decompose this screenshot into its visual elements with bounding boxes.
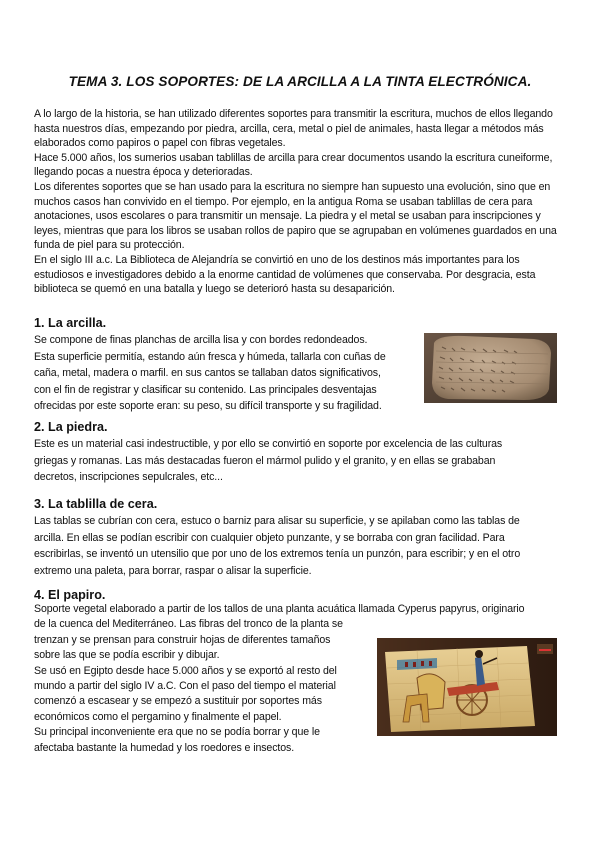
text-line: ofrecidas por este soporte eran: su peso, su difícil transporte y su fragilidad. bbox=[34, 400, 382, 412]
heading-cera: 3. La tablilla de cera. bbox=[34, 497, 158, 511]
text-line: Se usó en Egipto desde hace 5.000 años y se exportó al resto del bbox=[34, 664, 337, 677]
text-line: extremo una paleta, para borrar, raspar o alisar la superficie. bbox=[34, 564, 312, 577]
papyrus-image bbox=[377, 638, 557, 736]
clay-tablet-image bbox=[424, 333, 557, 403]
text-line: trenzan y se prensan para construir hojas de diferentes tamaños bbox=[34, 633, 331, 646]
text-line: comenzó a escasear y se empezó a sustituir por soportes más bbox=[34, 695, 322, 708]
text-line: Se compone de finas planchas de arcilla lisa y con bordes redondeados. bbox=[34, 334, 368, 346]
text-line: arcilla. En ellas se podían escribir con cualquier objeto punzante, y se borraba con gran facilidad. Para bbox=[34, 531, 505, 544]
text-line: Las tablas se cubrían con cera, estuco o barniz para alisar su superficie, y se apilaban como las tablas de bbox=[34, 515, 520, 527]
heading-piedra: 2. La piedra. bbox=[34, 420, 108, 434]
intro-paragraph-3: Los diferentes soportes que se han usado para la escritura no siempre han supuesto una evolución, sino que en muchos casos han convivido en el tiempo. Por ejemplo, en la antigua Roma se usaban tablillas de cera para anotaciones, usos escolares o para transmitir un mensaje. La piedra y el metal se usaban para inscripciones y leyes, mientras que para los libros se usaban rollos de papiro que se agrupaban en volúmenes guardados en una funda de piel para su protección. bbox=[34, 180, 557, 252]
text-line: caña, metal, madera o marfil. en sus cantos se tallaban datos significativos, bbox=[34, 367, 381, 379]
text-line: escribirlas, se inventó un utensilio que por uno de los extremos tenía un punzón, para escribir; y en el otro bbox=[34, 548, 521, 560]
heading-arcilla: 1. La arcilla. bbox=[34, 316, 107, 330]
text-line: Este es un material casi indestructible, y por ello se convirtió en soporte por excelencia de las culturas bbox=[34, 438, 503, 450]
text-line: Su principal inconveniente era que no se podía borrar y que le bbox=[34, 726, 320, 739]
text-line: con el fin de registrar y clasificar su contenido. Las principales desventajas bbox=[34, 383, 377, 396]
section-cera-text bbox=[34, 513, 574, 579]
intro-paragraph-4: En el siglo III a.c. La Biblioteca de Alejandría se convirtió en uno de los destinos más importantes para los estudiosos e investigadores debido a la enorme cantidad de volúmenes que conservaba. Por desgracia, esta biblioteca se quemó en una batalla y luego se deterioró hasta su desaparición. bbox=[34, 253, 536, 296]
text-line: Esta superficie permitía, estando aún fresca y húmeda, tallarla con cuñas de bbox=[34, 350, 386, 363]
text-line: Soporte vegetal elaborado a partir de los tallos de una planta acuática llamada Cyperus papyrus, originario bbox=[34, 603, 525, 615]
text-line: económicos como el pergamino y finalmente el papel. bbox=[34, 710, 282, 723]
section-piedra-text bbox=[34, 436, 574, 486]
text-line: de la cuenca del Mediterráneo. Las fibras del tronco de la planta se bbox=[34, 618, 343, 631]
section-arcilla-text bbox=[34, 332, 414, 415]
intro-text bbox=[34, 107, 566, 297]
intro-paragraph-2: Hace 5.000 años, los sumerios usaban tablillas de arcilla para crear documentos usando la escritura cuneiforme, llegando pocas a nuestra época y deterioradas. bbox=[34, 151, 553, 179]
text-line: sobre las que se podía escribir y dibujar. bbox=[34, 649, 220, 662]
page-title: TEMA 3. LOS SOPORTES: DE LA ARCILLA A LA TINTA ELECTRÓNICA. bbox=[68, 74, 532, 89]
text-line: afectaba bastante la humedad y los roedores e insectos. bbox=[34, 741, 295, 754]
papyrus-icon bbox=[377, 638, 557, 736]
heading-papiro: 4. El papiro. bbox=[34, 588, 106, 602]
intro-paragraph-1: A lo largo de la historia, se han utilizado diferentes soportes para transmitir la escritura, muchos de ellos llegando hasta nuestros días, empezando por piedra, arcilla, cera, metal o piel de animales, hasta llegar a métodos más elaborados como papiros o papel con fibras vegetales. bbox=[34, 108, 553, 150]
text-line: decretos, inscripciones sepulcrales, etc... bbox=[34, 471, 223, 483]
text-line: griegas y romanas. Las más destacadas fueron el mármol pulido y el granito, y en ellas se grababan bbox=[34, 454, 496, 467]
text-line: mundo a partir del siglo IV a.C. Con el paso del tiempo el material bbox=[34, 680, 336, 693]
clay-tablet-icon bbox=[424, 333, 557, 403]
